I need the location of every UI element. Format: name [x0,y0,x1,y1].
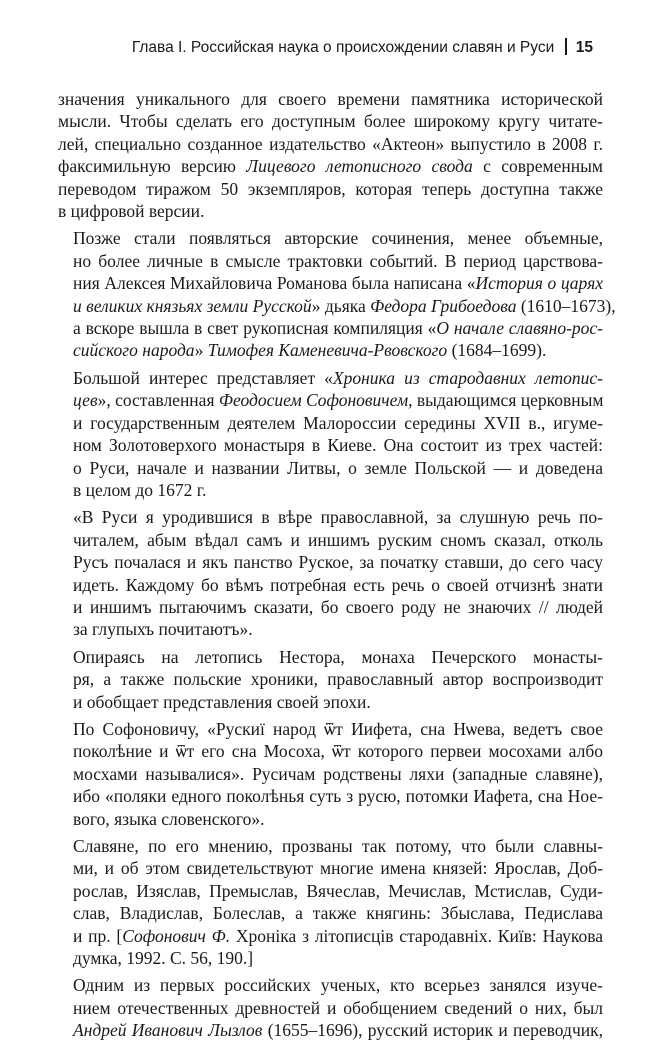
paragraph [58,974,603,1041]
text-line: мосхами называлися». Русичам родствены ляхи (западные славяне), [73,763,603,784]
text-line: По Софоновичу, «Рускиї народ ѿт Иифета, сна Нѡева, ведетъ свое [73,718,603,739]
text-line: о Руси, начале и названии Литвы, о земле Польской — и доведена [73,457,603,478]
text-line: ря, а также польские хроники, православный автор воспроизводит [73,669,603,690]
text-line: вого, языка словенского». [73,808,265,829]
text-line: Русъ почалася и якъ панство Руское, за початку ставши, до сего часу [73,552,603,573]
italic-author: Федора Грибоедова [370,295,517,316]
paragraph [58,88,603,222]
text-line: и обобщает представления своей эпохи. [73,691,371,712]
quotation-paragraph [58,506,603,640]
paragraph [58,227,616,361]
header-divider [565,38,567,55]
italic-author: Андрей Иванович Лызлов [73,1020,263,1041]
text-line: в целом до 1672 г. [73,479,207,500]
italic-title: Хроника из стародавних летопис- [332,367,603,388]
paragraph [58,367,603,501]
text-line: за глупыхъ почитаютъ». [73,619,253,640]
text-line: Опираясь на летопись Нестора, монаха Печерского монасты- [73,646,603,667]
text-line: «В Руси я уродившися в вѣре православной, за слушную речь по- [73,507,603,528]
text-line: думка, 1992. С. 56, 190.] [73,948,254,969]
italic-title: сийского народа [73,340,195,361]
text-line: и великих князьях земли Русской» дьяка Федора Грибоедова (1610–1673), [73,295,616,316]
text-line: Одним из первых российских ученых, кто всерьез занялся изуче- [73,975,603,996]
text-line: цев», составленная Феодосием Софоновичем, выдающимся церковным [73,390,604,411]
text-line: в цифровой версии. [58,201,205,222]
text-line: и государственным деятелем Малороссии середины XVII в., игуме- [73,412,603,433]
body-text [58,88,616,1047]
chapter-title: Глава I. Российская наука о происхождении славян и Руси [131,39,555,56]
text-line: рослав, Изяслав, Премыслав, Вячеслав, Мечислав, Мстислав, Суди- [73,880,603,901]
paragraph [58,646,603,713]
italic-author: Софонович Ф. [122,925,231,946]
text-line: и иншимъ пытаючимъ сказати, бо своего роду не знаючих // людей [73,596,603,617]
text-line: ния Алексея Михайловича Романова была написана «История о царях [73,273,603,294]
italic-author: Тимофея Каменевича-Рвовского [207,340,448,361]
italic-title: цев [73,390,98,411]
text-line: слав, Владислав, Болеслав, а также княгинь: Збыслава, Педислава [73,903,603,924]
text-line: лей, специально созданное издательство «Актеон» выпустило в 2008 г. [58,133,603,154]
text-line: сийского народа» Тимофея Каменевича-Рвовского (1684–1699). [73,340,547,361]
text-line: мысли. Чтобы сделать его доступным более широкому кругу читате- [58,111,603,132]
text-line: нием отечественных древностей и обобщением сведений о них, был [73,997,603,1018]
running-header [40,38,593,57]
italic-title: История о царях [475,273,603,294]
paragraph [58,835,603,969]
text-line: но более личные в смысле трактовки событий. В период царствова- [73,250,603,271]
text-line: ном Золотоверхого монастыря в Киеве. Она состоит из трех частей: [73,435,603,456]
text-line: Андрей Иванович Лызлов (1655–1696), русский историк и переводчик, [73,1020,603,1041]
italic-title: Лицевого летописного свода [246,156,473,177]
text-line: и пр. [Софонович Ф. Хроніка з літописців стародавніх. Київ: Наукова [73,925,604,946]
text-line: значения уникального для своего времени памятника исторической [58,89,603,109]
page-number: 15 [575,39,593,56]
italic-title: и великих князьях земли Русской [73,295,312,316]
italic-title: О начале славяно-рос- [436,318,603,339]
text-line: читалем, абым вѣдал самъ и иншимъ руским сномъ сказал, отколь [73,529,603,550]
text-line: Славяне, по его мнению, прозваны так потому, что были славны- [73,836,603,856]
text-line: ибо «поляки едного поколѣнья суть з русю, потомки Иафета, сна Ное- [73,786,603,807]
text-line: поколѣние и ѿт его сна Мосоха, ѿт которого первеи мосохами албо [73,741,603,762]
text-line: факсимильную версию Лицевого летописного свода с современным [58,156,603,177]
text-line: а вскоре вышла в свет рукописная компиляция «О начале славяно-рос- [73,318,603,339]
text-line: переводом тиражом 50 экземпляров, которая теперь доступна также [58,178,603,199]
text-line: Большой интерес представляет «Хроника из стародавних летопис- [73,367,603,388]
italic-author: Феодосием Софоновичем [218,390,409,411]
text-line: ми, и об этом свидетельствуют многие имена князей: Ярослав, Доб- [73,858,603,879]
text-line: Позже стали появляться авторские сочинения, менее объемные, [73,228,603,249]
paragraph [58,718,603,830]
text-line: идеть. Каждому бо вѣмъ потребная есть речь о своей отчизнѣ знати [73,574,603,595]
